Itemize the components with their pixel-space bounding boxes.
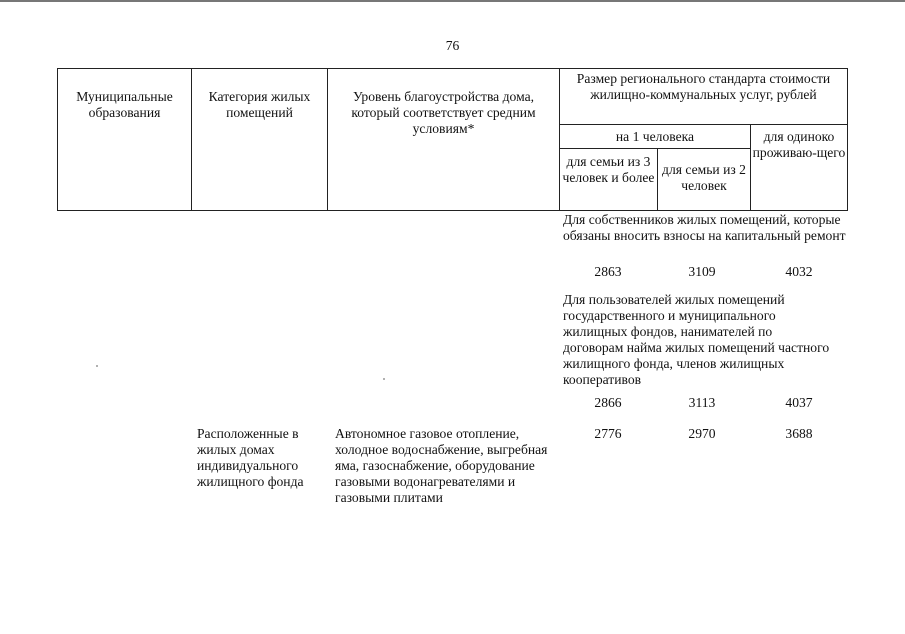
row-value-family-2: 2970 xyxy=(688,426,716,441)
table-header xyxy=(57,68,848,211)
value-owners-family-3: 2863 xyxy=(594,264,622,279)
header-municipalities: Муниципальные образования xyxy=(58,69,192,211)
value-owners-single: 4032 xyxy=(785,264,813,279)
note-owners: Для собственников жилых помещений, которые обязаны вносить взносы на капитальный ремонт xyxy=(563,212,846,243)
header-single-living: для одиноко проживаю-щего xyxy=(751,125,848,211)
row-level: Автономное газовое отопление, холодное водоснабжение, выгребная яма, газоснабжение, оборудование газовыми водонагревателями и газовыми плитами xyxy=(335,426,548,505)
header-per-person: на 1 человека xyxy=(560,125,751,149)
note-users: Для пользователей жилых помещений государственного и муниципального жилищных фондов, нанимателей по договорам найма жилых помещений частного жилищного фонда, членов жилищных кооперативов xyxy=(563,292,830,387)
value-owners-family-2: 3109 xyxy=(688,264,716,279)
top-border-line xyxy=(0,0,905,2)
header-category: Категория жилых помещений xyxy=(192,69,328,211)
row-value-family-3: 2776 xyxy=(594,426,622,441)
value-users-family-3: 2866 xyxy=(594,395,622,410)
row-value-single: 3688 xyxy=(785,426,813,441)
value-users-family-2: 3113 xyxy=(688,395,716,410)
header-family-3: для семьи из 3 человек и более xyxy=(560,149,658,211)
header-level: Уровень благоустройства дома, который соответствует средним условиям* xyxy=(328,69,560,211)
row-category: Расположенные в жилых домах индивидуального жилищного фонда xyxy=(197,426,304,489)
scan-speck xyxy=(383,378,385,380)
header-family-2: для семьи из 2 человек xyxy=(658,149,751,211)
value-users-single: 4037 xyxy=(785,395,813,410)
header-standard-size: Размер регионального стандарта стоимости жилищно-коммунальных услуг, рублей xyxy=(560,69,848,125)
page-number: 76 xyxy=(445,38,460,53)
scan-speck xyxy=(96,365,98,367)
